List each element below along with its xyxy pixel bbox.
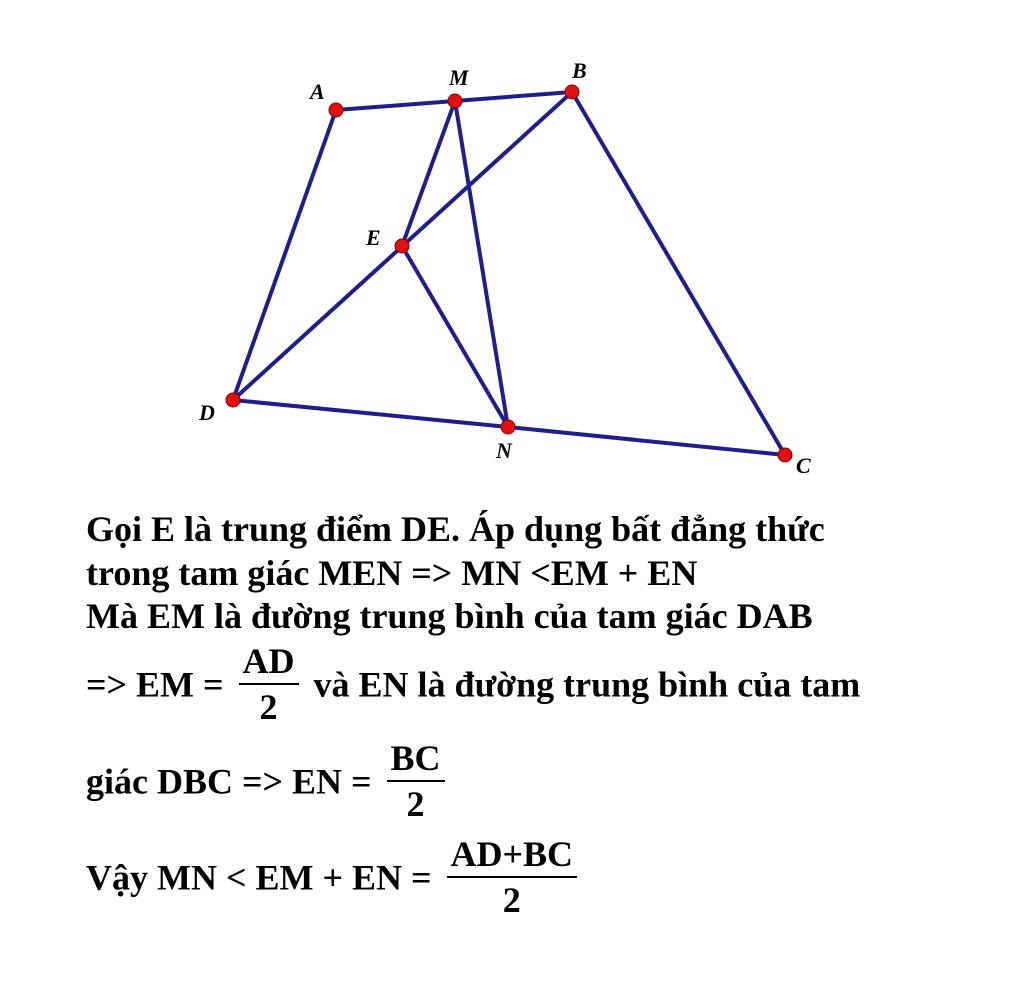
point-M <box>448 94 462 108</box>
point-N <box>501 420 515 434</box>
explanation-line-1: Gọi E là trung điểm DE. Áp dụng bất đẳng thức <box>86 509 825 549</box>
explanation-line-2: trong tam giác MEN => MN <EM + EN <box>86 553 698 593</box>
label-A: A <box>310 79 325 104</box>
fraction-ad-over-2 <box>239 641 299 727</box>
segment-BC <box>572 92 785 455</box>
explanation-line-4 <box>86 641 861 731</box>
segment-AM <box>336 101 455 110</box>
explanation-line-6 <box>86 834 583 924</box>
point-A <box>329 103 343 117</box>
point-D <box>226 393 240 407</box>
segment-MB <box>455 92 572 101</box>
point-C <box>778 448 792 462</box>
label-D: D <box>199 400 215 425</box>
explanation-line-3: Mà EM là đường trung bình của tam giác DAB <box>86 596 813 636</box>
fraction-sum-over-2 <box>447 834 578 920</box>
fraction-bc-over-2 <box>387 738 445 824</box>
line6-prefix: Vậy MN < EM + EN = <box>86 857 441 898</box>
label-B: B <box>572 58 587 83</box>
segment-AD <box>233 110 336 400</box>
line4-suffix: và EN là đường trung bình của tam <box>304 664 861 705</box>
line4-prefix: => EM = <box>86 664 233 705</box>
fraction-denominator: 2 <box>259 687 278 727</box>
line5-prefix: giác DBC => EN = <box>86 761 381 802</box>
label-N: N <box>496 438 512 463</box>
point-B <box>565 85 579 99</box>
fraction-denominator: 2 <box>406 784 425 824</box>
segment-NC <box>508 427 785 455</box>
label-M: M <box>449 65 469 90</box>
fraction-numerator: AD <box>239 641 299 685</box>
segments <box>233 92 785 455</box>
segment-DN <box>233 400 508 427</box>
explanation-line-5 <box>86 738 451 828</box>
points <box>226 85 792 462</box>
label-C: C <box>796 453 811 478</box>
fraction-denominator: 2 <box>502 880 521 920</box>
point-E <box>395 239 409 253</box>
fraction-numerator: AD+BC <box>447 834 578 878</box>
label-E: E <box>366 225 381 250</box>
fraction-numerator: BC <box>387 738 445 782</box>
